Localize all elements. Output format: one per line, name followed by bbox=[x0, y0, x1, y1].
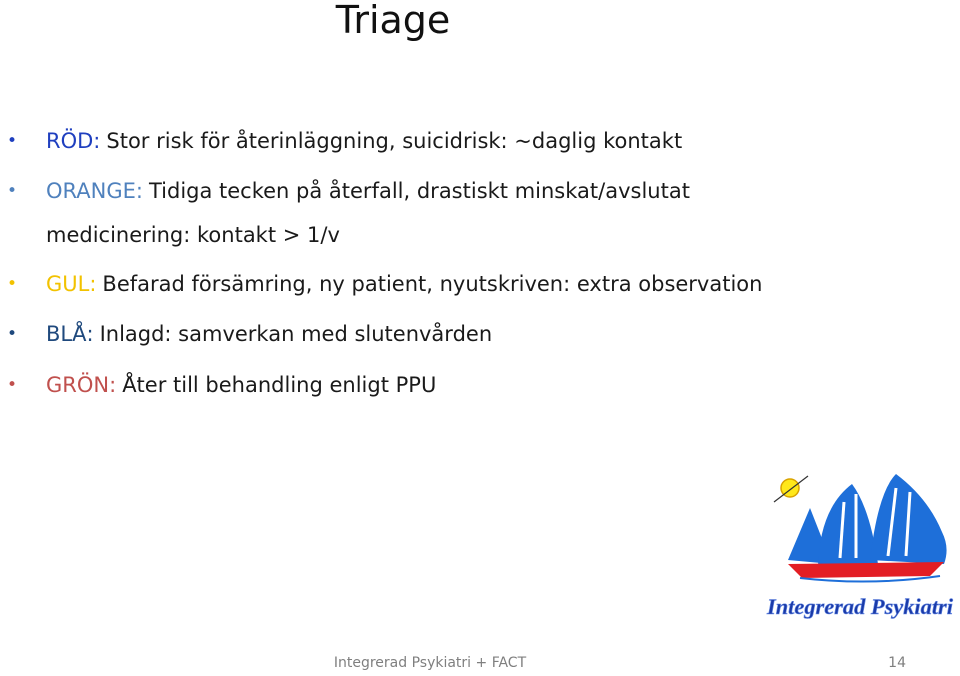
bullet-list bbox=[0, 118, 790, 413]
bullet-item-orange bbox=[0, 169, 790, 257]
bullet-label: GRÖN: bbox=[46, 373, 117, 397]
bullet-dot-icon: • bbox=[7, 375, 18, 395]
logo-text: Integrerad Psykiatri bbox=[765, 594, 954, 619]
bullet-text: Inlagd: samverkan med slutenvården bbox=[99, 322, 493, 346]
bullet-item-gron bbox=[0, 362, 790, 408]
sailboat-logo-icon bbox=[760, 468, 960, 630]
bullet-label: ORANGE: bbox=[46, 179, 143, 203]
footer-text: Integrerad Psykiatri + FACT bbox=[333, 655, 527, 671]
slide-title: Triage bbox=[335, 0, 451, 42]
bullet-label: BLÅ: bbox=[46, 322, 94, 346]
middle-sail bbox=[818, 484, 878, 566]
bullet-dot-icon: • bbox=[7, 324, 18, 344]
bullet-text: Åter till behandling enligt PPU bbox=[122, 373, 437, 397]
bullet-item-gul bbox=[0, 262, 790, 306]
bullet-dot-icon: • bbox=[7, 131, 18, 151]
bullet-item-bla bbox=[0, 311, 790, 357]
page-number: 14 bbox=[888, 655, 906, 671]
bullet-text: Tidiga tecken på återfall, drastiskt minskat/avslutat medicinering: kontakt > 1/v bbox=[46, 179, 690, 247]
bullet-text: Stor risk för återinläggning, suicidrisk: ~daglig kontakt bbox=[106, 129, 683, 153]
bullet-dot-icon: • bbox=[7, 181, 18, 201]
bullet-item-rod bbox=[0, 118, 790, 164]
bullet-text: Befarad försämring, ny patient, nyutskriven: extra observation bbox=[102, 272, 763, 296]
bullet-dot-icon: • bbox=[7, 274, 18, 294]
boat-hull bbox=[788, 562, 944, 578]
bullet-label: GUL: bbox=[46, 272, 97, 296]
bullet-label: RÖD: bbox=[46, 129, 101, 153]
